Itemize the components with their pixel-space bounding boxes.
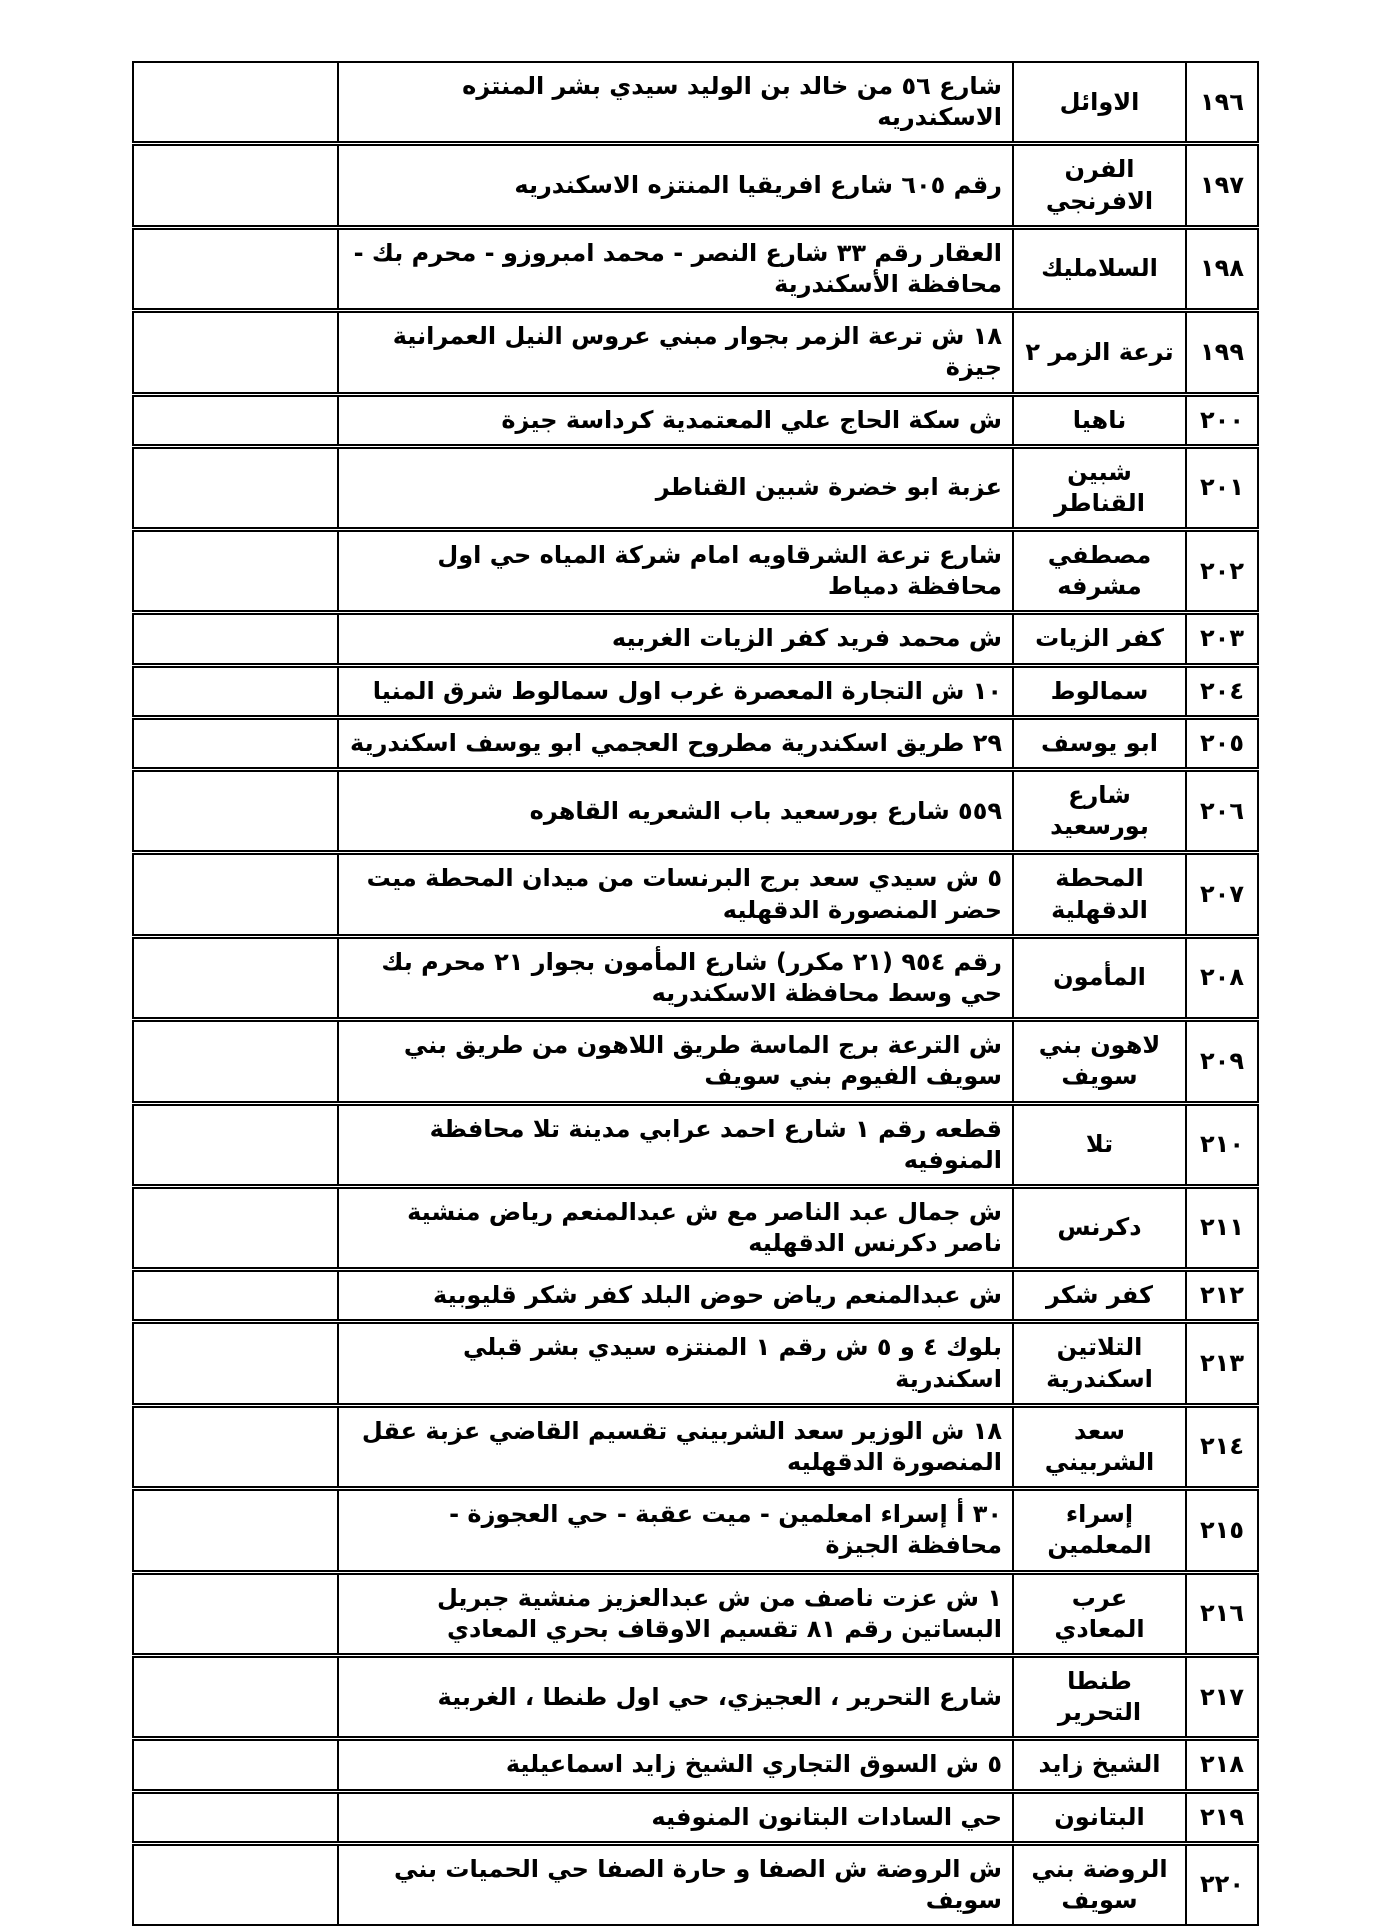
branch-address-cell: العقار رقم ٣٣ شارع النصر - محمد امبروزو - محرم بك - محافظة الأسكندرية [338, 227, 1013, 310]
branch-name-cell: طنطا التحرير [1013, 1655, 1186, 1738]
row-number-cell: ٢١٦ [1186, 1572, 1258, 1655]
branch-address-cell: حي السادات البتانون المنوفيه [338, 1791, 1013, 1843]
table-row [133, 227, 1258, 310]
row-number-cell: ٢٠٩ [1186, 1020, 1258, 1103]
row-number-cell: ١٩٧ [1186, 144, 1258, 227]
row-number-cell: ٢٠١ [1186, 446, 1258, 529]
table-row [133, 613, 1258, 665]
notes-empty-cell [133, 1655, 338, 1738]
row-number-cell: ٢١٤ [1186, 1405, 1258, 1488]
branch-address-cell: شارع ٥٦ من خالد بن الوليد سيدي بشر المنتزه الاسكندريه [338, 62, 1013, 144]
notes-empty-cell [133, 936, 338, 1019]
branch-name-cell: سمالوط [1013, 665, 1186, 717]
row-number-cell: ١٩٨ [1186, 227, 1258, 310]
table-row [133, 394, 1258, 446]
notes-empty-cell [133, 1322, 338, 1405]
branch-name-cell: دكرنس [1013, 1186, 1186, 1269]
row-number-cell: ٢١٣ [1186, 1322, 1258, 1405]
row-number-cell: ٢٠٥ [1186, 717, 1258, 769]
branch-name-cell: سعد الشربيني [1013, 1405, 1186, 1488]
branch-name-cell: ترعة الزمر ٢ [1013, 311, 1186, 394]
branch-address-cell: ١٨ ش الوزير سعد الشربيني تقسيم القاضي عزبة عقل المنصورة الدقهليه [338, 1405, 1013, 1488]
table-row [133, 1572, 1258, 1655]
branch-address-cell: شارع التحرير ، العجيزي، حي اول طنطا ، الغربية [338, 1655, 1013, 1738]
branch-name-cell: المحطة الدقهلية [1013, 853, 1186, 936]
row-number-cell: ٢١٩ [1186, 1791, 1258, 1843]
branches-table-body [133, 62, 1258, 1925]
branch-name-cell: المأمون [1013, 936, 1186, 1019]
notes-empty-cell [133, 1020, 338, 1103]
branch-address-cell: ش الروضة ش الصفا و حارة الصفا حي الحميات بني سويف [338, 1843, 1013, 1925]
branch-name-cell: السلامليك [1013, 227, 1186, 310]
notes-empty-cell [133, 770, 338, 853]
branch-address-cell: ١٨ ش ترعة الزمر بجوار مبني عروس النيل العمرانية جيزة [338, 311, 1013, 394]
branch-name-cell: تلا [1013, 1103, 1186, 1186]
notes-empty-cell [133, 717, 338, 769]
table-row [133, 1655, 1258, 1738]
table-row [133, 853, 1258, 936]
notes-empty-cell [133, 62, 338, 144]
branch-address-cell: ش سكة الحاج علي المعتمدية كرداسة جيزة [338, 394, 1013, 446]
notes-empty-cell [133, 1270, 338, 1322]
table-row [133, 144, 1258, 227]
table-row [133, 1270, 1258, 1322]
table-row [133, 1186, 1258, 1269]
notes-empty-cell [133, 1489, 338, 1572]
branch-address-cell: ١ ش عزت ناصف من ش عبدالعزيز منشية جبريل البساتين رقم ٨١ تقسيم الاوقاف بحري المعادي [338, 1572, 1013, 1655]
table-row [133, 1103, 1258, 1186]
branch-address-cell: رقم ٩٥٤ (٢١ مكرر) شارع المأمون بجوار ٢١ محرم بك حي وسط محافظة الاسكندريه [338, 936, 1013, 1019]
branch-address-cell: ش محمد فريد كفر الزيات الغربيه [338, 613, 1013, 665]
table-row [133, 446, 1258, 529]
branch-name-cell: كفر الزيات [1013, 613, 1186, 665]
branch-name-cell: شبين القناطر [1013, 446, 1186, 529]
row-number-cell: ٢٠٦ [1186, 770, 1258, 853]
notes-empty-cell [133, 1843, 338, 1925]
notes-empty-cell [133, 227, 338, 310]
row-number-cell: ٢١٧ [1186, 1655, 1258, 1738]
row-number-cell: ٢٠٢ [1186, 530, 1258, 613]
row-number-cell: ٢١٨ [1186, 1739, 1258, 1791]
branch-address-cell: ٥ ش السوق التجاري الشيخ زايد اسماعيلية [338, 1739, 1013, 1791]
table-row [133, 1405, 1258, 1488]
branch-address-cell: ٢٩ طريق اسكندرية مطروح العجمي ابو يوسف اسكندرية [338, 717, 1013, 769]
notes-empty-cell [133, 311, 338, 394]
notes-empty-cell [133, 613, 338, 665]
table-row [133, 1322, 1258, 1405]
branch-address-cell: شارع ترعة الشرقاويه امام شركة المياه حي اول محافظة دمياط [338, 530, 1013, 613]
branch-address-cell: رقم ٦٠٥ شارع افريقيا المنتزه الاسكندريه [338, 144, 1013, 227]
table-row [133, 1739, 1258, 1791]
notes-empty-cell [133, 1103, 338, 1186]
branch-address-cell: ٣٠ أ إسراء امعلمين - ميت عقبة - حي العجوزة - محافظة الجيزة [338, 1489, 1013, 1572]
branch-name-cell: عرب المعادي [1013, 1572, 1186, 1655]
notes-empty-cell [133, 1739, 338, 1791]
table-row [133, 1843, 1258, 1925]
branch-name-cell: الاوائل [1013, 62, 1186, 144]
branch-address-cell: ش الترعة برج الماسة طريق اللاهون من طريق بني سويف الفيوم بني سويف [338, 1020, 1013, 1103]
table-row [133, 770, 1258, 853]
notes-empty-cell [133, 853, 338, 936]
branch-address-cell: ش عبدالمنعم رياض حوض البلد كفر شكر قليوبية [338, 1270, 1013, 1322]
branch-address-cell: ٥ ش سيدي سعد برج البرنسات من ميدان المحطة ميت حضر المنصورة الدقهليه [338, 853, 1013, 936]
branch-address-cell: ش جمال عبد الناصر مع ش عبدالمنعم رياض منشية ناصر دكرنس الدقهليه [338, 1186, 1013, 1269]
branch-address-cell: بلوك ٤ و ٥ ش رقم ١ المنتزه سيدي بشر قبلي اسكندرية [338, 1322, 1013, 1405]
table-row [133, 311, 1258, 394]
row-number-cell: ٢٠٧ [1186, 853, 1258, 936]
row-number-cell: ٢٠٤ [1186, 665, 1258, 717]
row-number-cell: ٢٠٨ [1186, 936, 1258, 1019]
branch-address-cell: ١٠ ش التجارة المعصرة غرب اول سمالوط شرق المنيا [338, 665, 1013, 717]
table-row [133, 1020, 1258, 1103]
branch-name-cell: مصطفي مشرفه [1013, 530, 1186, 613]
row-number-cell: ٢١٥ [1186, 1489, 1258, 1572]
branch-name-cell: لاهون بني سويف [1013, 1020, 1186, 1103]
table-row [133, 665, 1258, 717]
notes-empty-cell [133, 144, 338, 227]
table-row [133, 1489, 1258, 1572]
notes-empty-cell [133, 665, 338, 717]
notes-empty-cell [133, 446, 338, 529]
table-row [133, 717, 1258, 769]
branch-name-cell: الفرن الافرنجي [1013, 144, 1186, 227]
branch-name-cell: الروضة بني سويف [1013, 1843, 1186, 1925]
branch-name-cell: شارع بورسعيد [1013, 770, 1186, 853]
row-number-cell: ٢١٢ [1186, 1270, 1258, 1322]
notes-empty-cell [133, 530, 338, 613]
branches-table [132, 61, 1259, 1926]
branch-address-cell: قطعه رقم ١ شارع احمد عرابي مدينة تلا محافظة المنوفيه [338, 1103, 1013, 1186]
row-number-cell: ١٩٩ [1186, 311, 1258, 394]
table-row [133, 1791, 1258, 1843]
row-number-cell: ٢٠٣ [1186, 613, 1258, 665]
notes-empty-cell [133, 1186, 338, 1269]
row-number-cell: ٢٢٠ [1186, 1843, 1258, 1925]
branch-address-cell: عزبة ابو خضرة شبين القناطر [338, 446, 1013, 529]
table-row [133, 530, 1258, 613]
branch-address-cell: ٥٥٩ شارع بورسعيد باب الشعريه القاهره [338, 770, 1013, 853]
notes-empty-cell [133, 394, 338, 446]
notes-empty-cell [133, 1572, 338, 1655]
row-number-cell: ٢٠٠ [1186, 394, 1258, 446]
row-number-cell: ١٩٦ [1186, 62, 1258, 144]
row-number-cell: ٢١٠ [1186, 1103, 1258, 1186]
table-row [133, 62, 1258, 144]
branch-name-cell: التلاتين اسكندرية [1013, 1322, 1186, 1405]
notes-empty-cell [133, 1405, 338, 1488]
row-number-cell: ٢١١ [1186, 1186, 1258, 1269]
branch-name-cell: كفر شكر [1013, 1270, 1186, 1322]
branch-name-cell: ناهيا [1013, 394, 1186, 446]
branch-name-cell: البتانون [1013, 1791, 1186, 1843]
branch-name-cell: ابو يوسف [1013, 717, 1186, 769]
table-row [133, 936, 1258, 1019]
branch-name-cell: الشيخ زايد [1013, 1739, 1186, 1791]
notes-empty-cell [133, 1791, 338, 1843]
branch-name-cell: إسراء المعلمين [1013, 1489, 1186, 1572]
